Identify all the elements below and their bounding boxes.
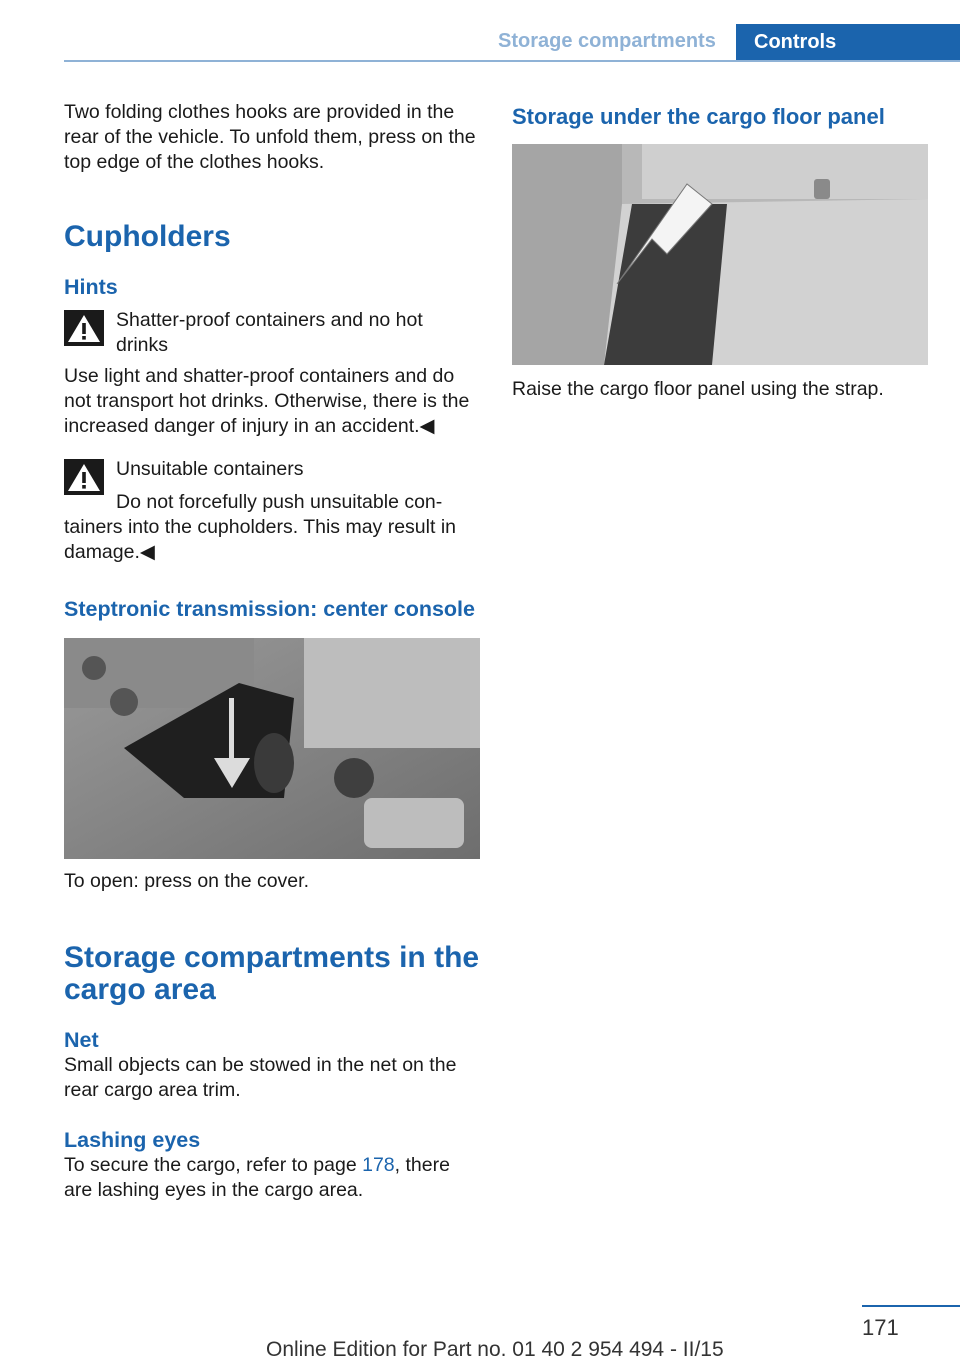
lashing-eyes-paragraph [64, 1153, 480, 1203]
clothes-hooks-paragraph: Two folding clothes hooks are provided in the rear of the vehicle. To unfold them, press on the top edge of the clothes hooks. [64, 101, 476, 173]
edition-line: Online Edition for Part no. 01 40 2 954 494 - II/15 [266, 1338, 724, 1361]
net-paragraph: Small objects can be stowed in the net on the rear cargo area trim. [64, 1054, 457, 1101]
warning-shatterproof [64, 308, 480, 358]
cupholders-heading: Cupholders [64, 220, 231, 253]
lashing-text-before: To secure the cargo, refer to page [64, 1154, 363, 1176]
warning-title: Unsuitable containers [116, 458, 304, 480]
page-number: 171 [862, 1315, 899, 1340]
steptronic-caption: To open: press on the cover. [64, 870, 309, 892]
warning-unsuitable [64, 457, 480, 515]
footer-rule [862, 1305, 960, 1307]
warning-triangle-icon [64, 459, 104, 495]
cargo-area-heading: Storage compartments in the cargo area [64, 941, 480, 1006]
warning-text-line1: Do not forcefully push unsuitable con- [116, 491, 443, 513]
page-reference-link[interactable]: 178 [362, 1154, 395, 1176]
warning-title: Shatter-proof containers and no hot drinks [116, 309, 423, 356]
net-heading: Net [64, 1028, 99, 1052]
running-header-section: Storage compartments [498, 30, 716, 52]
warning-text: Use light and shatter-proof containers and do not transport hot drinks. Otherwise, there is the increased danger of injury in an accident.◀ [64, 365, 470, 437]
lashing-text-after: , there are lashing eyes in the cargo area. [64, 1154, 450, 1201]
hints-heading: Hints [64, 275, 118, 299]
right-column [512, 100, 928, 402]
steptronic-heading: Steptronic transmission: center console [64, 597, 475, 621]
running-header-chapter-tab: Controls [736, 24, 960, 62]
cargo-floor-photo [512, 144, 928, 365]
warning-text-line2: tainers into the cupholders. This may result in damage.◀ [64, 516, 456, 563]
header-rule [64, 60, 960, 62]
center-console-photo [64, 638, 480, 859]
left-column [64, 100, 480, 1203]
warning-triangle-icon [64, 310, 104, 346]
lashing-eyes-heading: Lashing eyes [64, 1128, 201, 1152]
cargo-floor-heading: Storage under the cargo floor panel [512, 104, 885, 129]
cargo-floor-caption: Raise the cargo floor panel using the strap. [512, 378, 884, 400]
